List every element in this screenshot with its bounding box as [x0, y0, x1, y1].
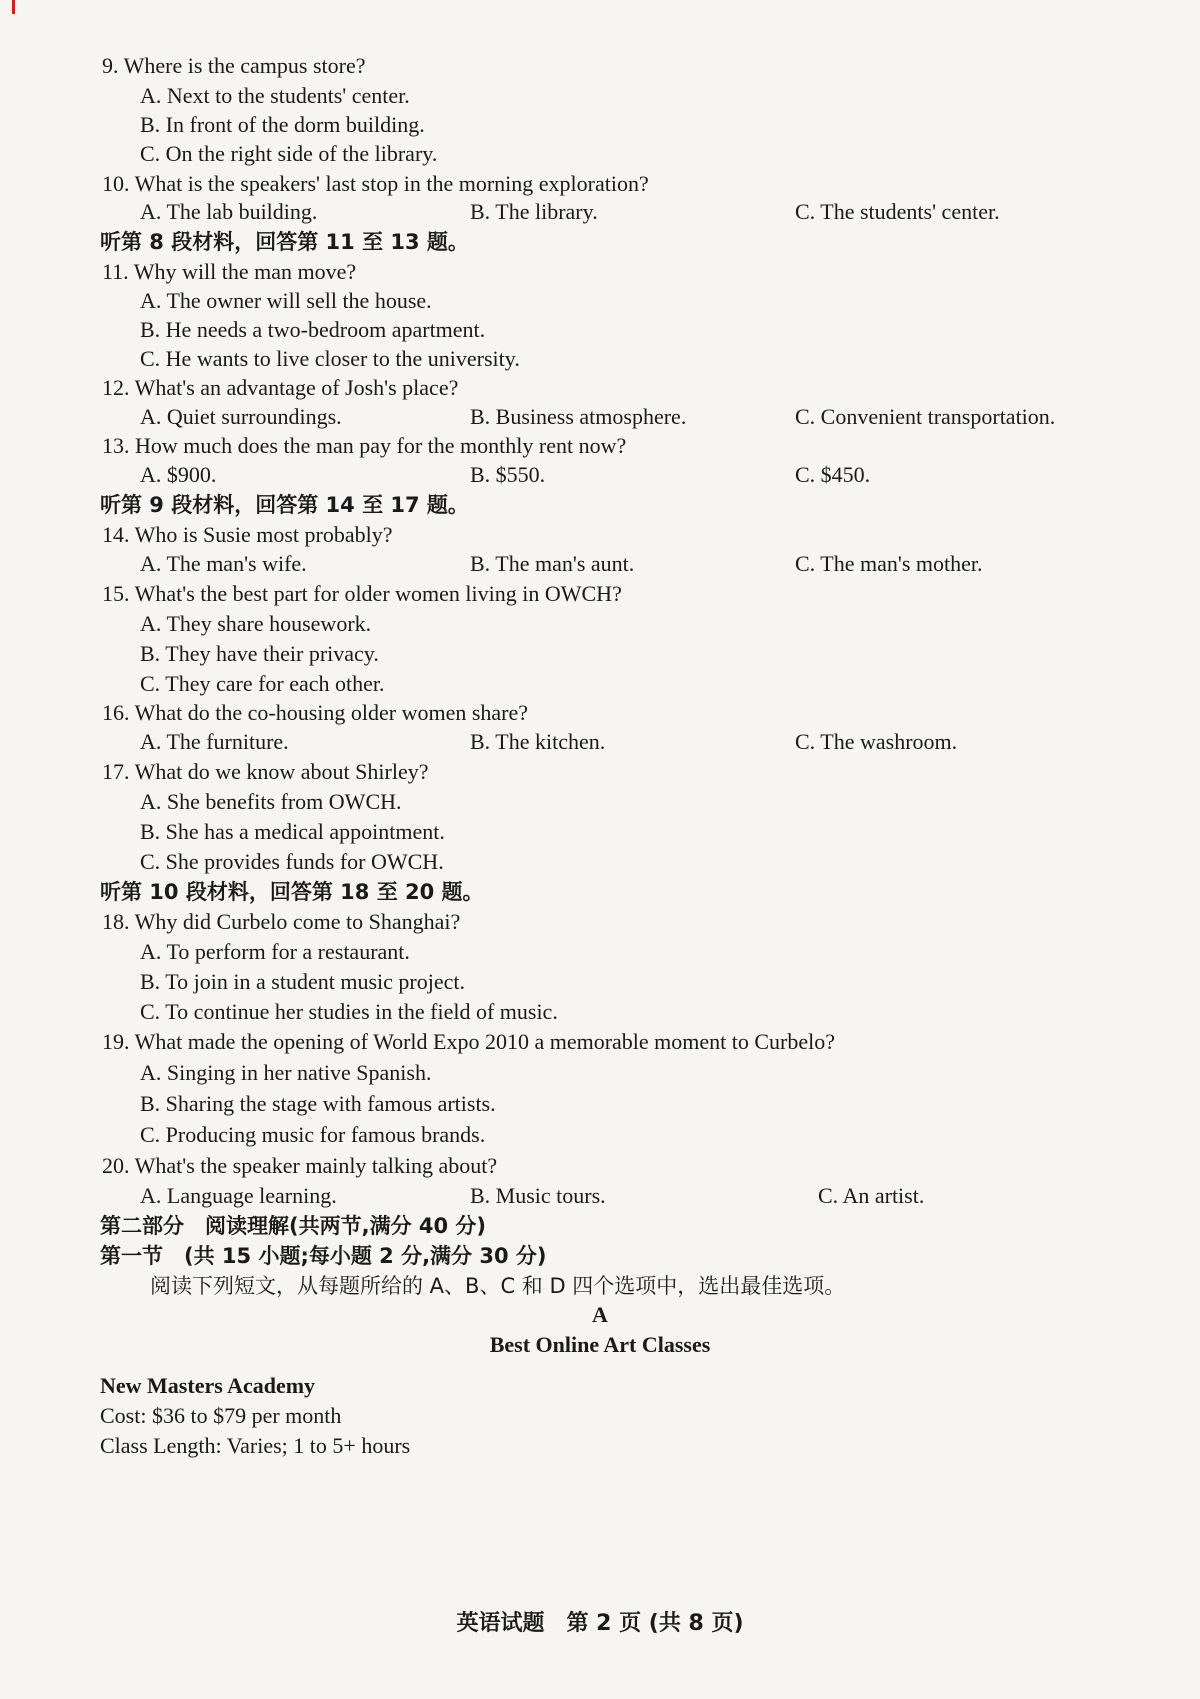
- q15-option-c: C. They care for each other.: [140, 671, 385, 696]
- section-10-instruction: 听第 10 段材料，回答第 18 至 20 题。: [100, 880, 484, 904]
- question-14: 14. Who is Susie most probably?: [102, 522, 393, 547]
- q14-options: [0, 550, 1200, 578]
- question-12: 12. What's an advantage of Josh's place?: [102, 375, 459, 400]
- academy-cost: Cost: $36 to $79 per month: [100, 1403, 342, 1428]
- question-16: 16. What do the co-housing older women share?: [102, 700, 529, 725]
- page-footer: 英语试题 第 2 页 (共 8 页): [456, 1611, 744, 1636]
- q18-option-c: C. To continue her studies in the field of music.: [140, 999, 558, 1024]
- part2-section1: 第一节 (共 15 小题;每小题 2 分,满分 30 分): [100, 1244, 547, 1268]
- q16-options: [0, 728, 1200, 756]
- question-17: 17. What do we know about Shirley?: [102, 759, 429, 784]
- q11-option-b: B. He needs a two-bedroom apartment.: [140, 317, 486, 342]
- question-10: 10. What is the speakers' last stop in the morning exploration?: [102, 171, 649, 196]
- q15-option-b: B. They have their privacy.: [140, 641, 379, 666]
- q15-option-a: A. They share housework.: [140, 611, 372, 636]
- q11-option-c: C. He wants to live closer to the university.: [140, 346, 520, 371]
- q20-option-a: A. Language learning.: [140, 1183, 337, 1208]
- q12-option-c: C. Convenient transportation.: [795, 404, 1056, 429]
- question-13: 13. How much does the man pay for the monthly rent now?: [102, 433, 627, 458]
- question-9: 9. Where is the campus store?: [102, 53, 366, 78]
- q13-option-a: A. $900.: [140, 462, 217, 487]
- q16-option-c: C. The washroom.: [795, 729, 958, 754]
- q16-option-a: A. The furniture.: [140, 729, 289, 754]
- q9-option-b: B. In front of the dorm building.: [140, 112, 425, 137]
- question-18: 18. Why did Curbelo come to Shanghai?: [102, 909, 461, 934]
- q10-option-a: A. The lab building.: [140, 199, 318, 224]
- q11-option-a: A. The owner will sell the house.: [140, 288, 432, 313]
- q12-options: [0, 403, 1200, 431]
- question-15: 15. What's the best part for older women living in OWCH?: [102, 581, 622, 606]
- q13-option-b: B. $550.: [470, 462, 546, 487]
- corner-mark: [12, 0, 15, 14]
- q10-option-c: C. The students' center.: [795, 199, 1000, 224]
- q10-option-b: B. The library.: [470, 199, 598, 224]
- q14-option-a: A. The man's wife.: [140, 551, 307, 576]
- question-20: 20. What's the speaker mainly talking about?: [102, 1153, 498, 1178]
- q20-options: [0, 1182, 1200, 1210]
- q12-option-a: A. Quiet surroundings.: [140, 404, 342, 429]
- q17-option-b: B. She has a medical appointment.: [140, 819, 445, 844]
- q12-option-b: B. Business atmosphere.: [470, 404, 687, 429]
- q16-option-b: B. The kitchen.: [470, 729, 606, 754]
- q18-option-a: A. To perform for a restaurant.: [140, 939, 410, 964]
- q19-option-a: A. Singing in her native Spanish.: [140, 1060, 432, 1085]
- reading-instruction: 阅读下列短文，从每题所给的 A、B、C 和 D 四个选项中，选出最佳选项。: [150, 1274, 846, 1298]
- q10-options: [0, 198, 1200, 226]
- q19-option-c: C. Producing music for famous brands.: [140, 1122, 486, 1147]
- q19-option-b: B. Sharing the stage with famous artists.: [140, 1091, 496, 1116]
- question-19: 19. What made the opening of World Expo 2010 a memorable moment to Curbelo?: [102, 1029, 836, 1054]
- part2-title: 第二部分 阅读理解(共两节,满分 40 分): [100, 1214, 487, 1238]
- academy-name: New Masters Academy: [100, 1373, 316, 1398]
- q9-option-c: C. On the right side of the library.: [140, 141, 438, 166]
- q14-option-c: C. The man's mother.: [795, 551, 983, 576]
- academy-class-length: Class Length: Varies; 1 to 5+ hours: [100, 1433, 411, 1458]
- q20-option-b: B. Music tours.: [470, 1183, 606, 1208]
- q13-options: [0, 461, 1200, 489]
- section-9-instruction: 听第 9 段材料，回答第 14 至 17 题。: [100, 493, 469, 517]
- q20-option-c: C. An artist.: [818, 1183, 925, 1208]
- q18-option-b: B. To join in a student music project.: [140, 969, 465, 994]
- q17-option-a: A. She benefits from OWCH.: [140, 789, 402, 814]
- passage-title: Best Online Art Classes: [489, 1332, 711, 1357]
- passage-letter: A: [592, 1302, 608, 1327]
- q13-option-c: C. $450.: [795, 462, 871, 487]
- section-8-instruction: 听第 8 段材料，回答第 11 至 13 题。: [100, 230, 469, 254]
- q9-option-a: A. Next to the students' center.: [140, 83, 410, 108]
- q17-option-c: C. She provides funds for OWCH.: [140, 849, 444, 874]
- q14-option-b: B. The man's aunt.: [470, 551, 635, 576]
- question-11: 11. Why will the man move?: [102, 259, 357, 284]
